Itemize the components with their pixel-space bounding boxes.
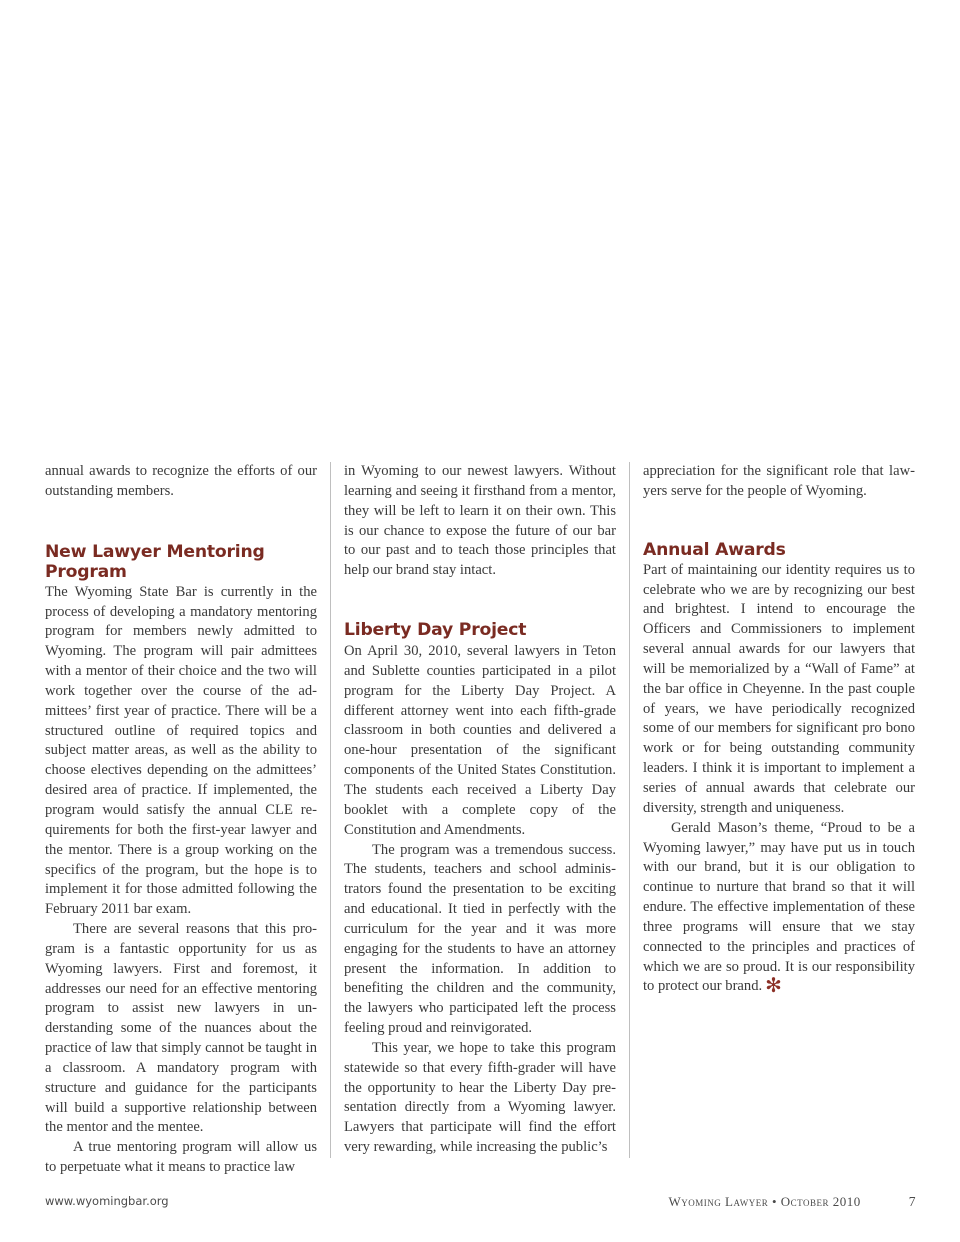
- liberty-paragraph-2: The program was a tremendous success. The students, teachers and school administrators found the presentation to be exciting and educational. It tied in perfectly with the curriculum for the year and it was more engaging for the students to have an attorney present the information. In addition to benefiting the children and the community, the lawyers who participated left the process feeling proud and reinvigorated.: [344, 841, 616, 1037]
- column-divider-1: [330, 462, 331, 1158]
- continued-paragraph: appreciation for the significant role that lawyers serve for the people of Wyoming.: [643, 463, 915, 499]
- mentoring-paragraph-2: There are several reasons that this program is a fantastic opportunity for us as Wyoming lawyers. First and foremost, it addresses our need for an effective mentoring program to assist new lawyers in understanding some of the nuances about the practice of law that simply cannot be taught in a classroom. A mandatory program with structure and guidance for the participants will build a supportive relationship between the mentor and the mentee.: [45, 921, 317, 1136]
- liberty-paragraph-3: This year, we hope to take this program statewide so that every fifth-grader will have the opportunity to hear the Liberty Day presentation directly from a Wyoming lawyer. Lawyers that participate will find the effort very rewarding, while increasing the public’s: [344, 1039, 616, 1156]
- mentoring-heading: New Lawyer Mentoring Program: [45, 541, 265, 582]
- liberty-day-heading: Liberty Day Project: [344, 620, 527, 641]
- end-mark-icon: ✻: [765, 973, 782, 998]
- awards-paragraph-1: Part of maintaining our identity requires us to celebrate who we are by recognizing our best and brightest. I intend to encourage the Officers and Commissioners to implement several annual awards for our lawyers that will be memorialized by a “Wall of Fame” at the bar office in Cheyenne. In the past couple of years, we have periodically recognized some of our members for significant pro bono work or for being outstanding community leaders. I think it is important to implement a series of annual awards that celebrate our diversity, strength and uniqueness.: [643, 561, 915, 816]
- article-column-2: [344, 462, 616, 1158]
- page-number: 7: [908, 1194, 916, 1209]
- awards-paragraph-2: [643, 819, 915, 998]
- mentoring-paragraph-1: The Wyoming State Bar is currently in the process of developing a mandatory mentoring program for members newly admitted to Wyoming. The program will pair admittees with a mentor of their choice and the two will work together over the course of the admittees’ first year of practice. There will be a structured outline of required topics and subject matter areas, as well as the ability to choose electives depending on the admittees’ desired area of practice. If implemented, the program would satisfy the annual CLE requirements for both the first-year lawyer and the mentor. There is a group working on the specifics of the program, but the hope is to implement it for those admitted following the February 2011 bar exam.: [45, 583, 317, 918]
- awards-paragraph-2-text: Gerald Mason’s theme, “Proud to be a Wyoming lawyer,” may have put us in touch with our brand, but it is our obligation to continue to nurture that brand so that it will endure. The effective implementation of these three programs will ensure that we stay connected to the principles and practices of which we are so proud. It is our responsibility to protect our brand.: [643, 819, 915, 995]
- liberty-paragraph-1: On April 30, 2010, several lawyers in Teton and Sublette counties participated in a pilot program for the Liberty Day Project. A different attorney went into each fifth-grade classroom in both counties and delivered a one-hour presentation of the significant components of the United States Constitution. The students each received a Liberty Day booklet with a complete copy of the Constitution and Amendments.: [344, 643, 616, 838]
- intro-paragraph: annual awards to recognize the efforts of our outstanding members.: [45, 463, 317, 499]
- annual-awards-heading: Annual Awards: [643, 539, 786, 560]
- column-divider-2: [629, 462, 630, 1158]
- footer-folio: [668, 1194, 916, 1210]
- footer-website: www.wyomingbar.org: [45, 1194, 169, 1208]
- mentoring-paragraph-3: A true mentoring program will allow us to perpetuate what it means to practice law: [45, 1139, 317, 1176]
- article-column-1: [45, 462, 317, 1178]
- article-column-3: [643, 462, 915, 997]
- continued-paragraph: in Wyoming to our newest lawyers. Without learning and seeing it firsthand from a mentor, they will be left to learn it on their own. This is our chance to expose the future of our bar to our past and to teach those principles that help our brand stay intact.: [344, 463, 616, 579]
- footer-publication: Wyoming Lawyer • October 2010: [668, 1194, 861, 1209]
